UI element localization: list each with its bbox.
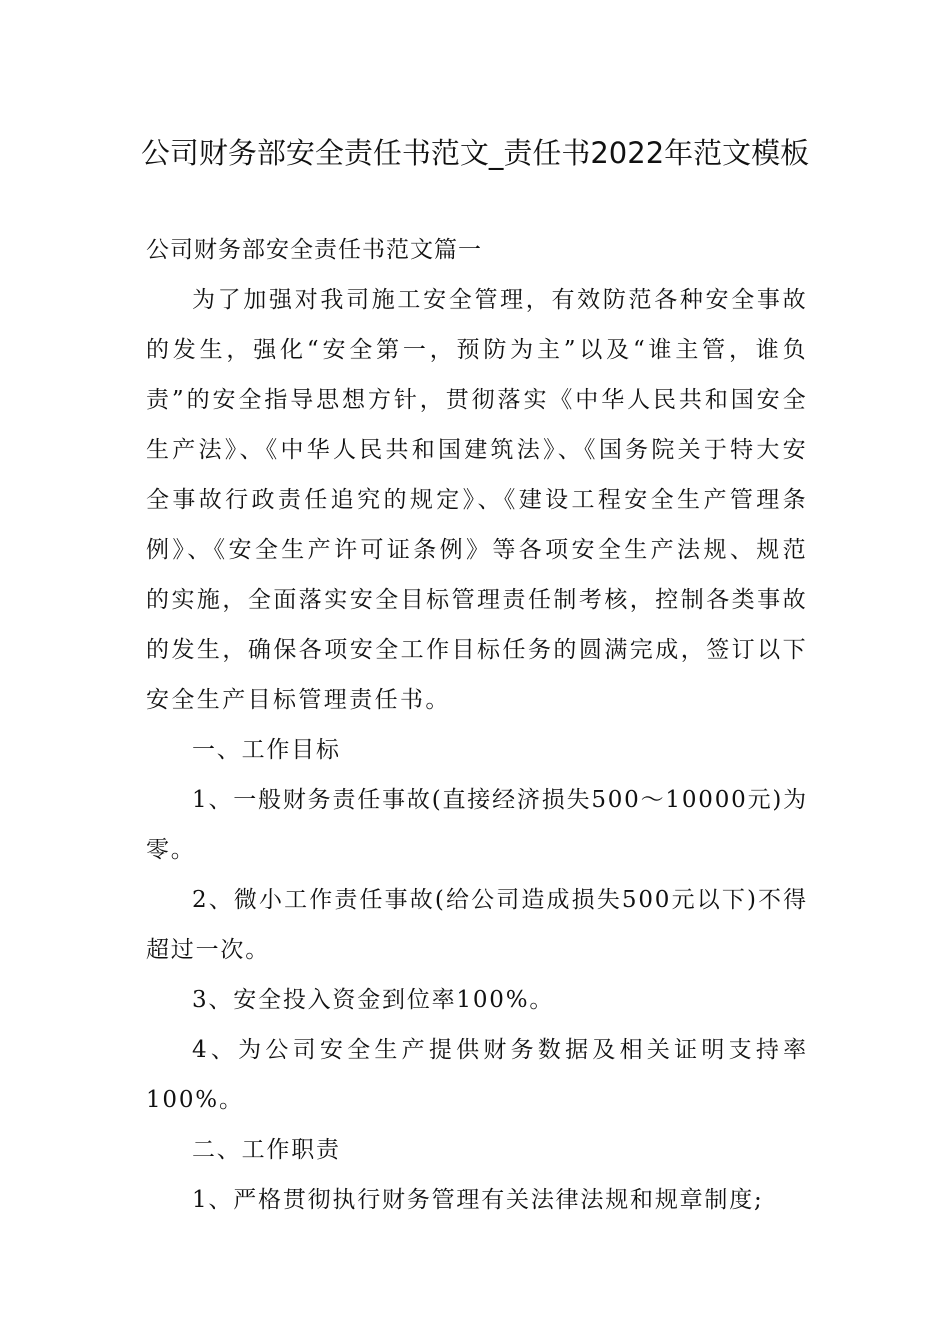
section-heading-work-goals: 一、工作目标 [192, 737, 341, 763]
goal-item-3: 3、安全投入资金到位率100%。 [192, 987, 555, 1013]
document-body [146, 225, 808, 1225]
document-title: 公司财务部安全责任书范文_责任书2022年范文模板 [140, 136, 810, 170]
goal-item-4: 4、为公司安全生产提供财务数据及相关证明支持率100%。 [146, 1037, 808, 1113]
goal-item-2: 2、微小工作责任事故(给公司造成损失500元以下)不得超过一次。 [146, 887, 808, 963]
intro-paragraph: 为了加强对我司施工安全管理，有效防范各种安全事故的发生，强化“安全第一，预防为主”以及“谁主管，谁负责”的安全指导思想方针，贯彻落实《中华人民共和国安全生产法》、《中华人民共和国建筑法》、《国务院关于特大安全事故行政责任追究的规定》、《建设工程安全生产管理条例》、《安全生产许可证条例》等各项安全生产法规、规范的实施，全面落实安全目标管理责任制考核，控制各类事故的发生，确保各项安全工作目标任务的圆满完成，签订以下安全生产目标管理责任书。 [146, 287, 808, 713]
goal-item-1: 1、一般财务责任事故(直接经济损失500～10000元)为零。 [146, 787, 808, 863]
duty-item-1: 1、严格贯彻执行财务管理有关法律法规和规章制度; [192, 1187, 764, 1213]
section-heading-work-duties: 二、工作职责 [192, 1137, 341, 1163]
document-subtitle: 公司财务部安全责任书范文篇一 [146, 237, 482, 263]
